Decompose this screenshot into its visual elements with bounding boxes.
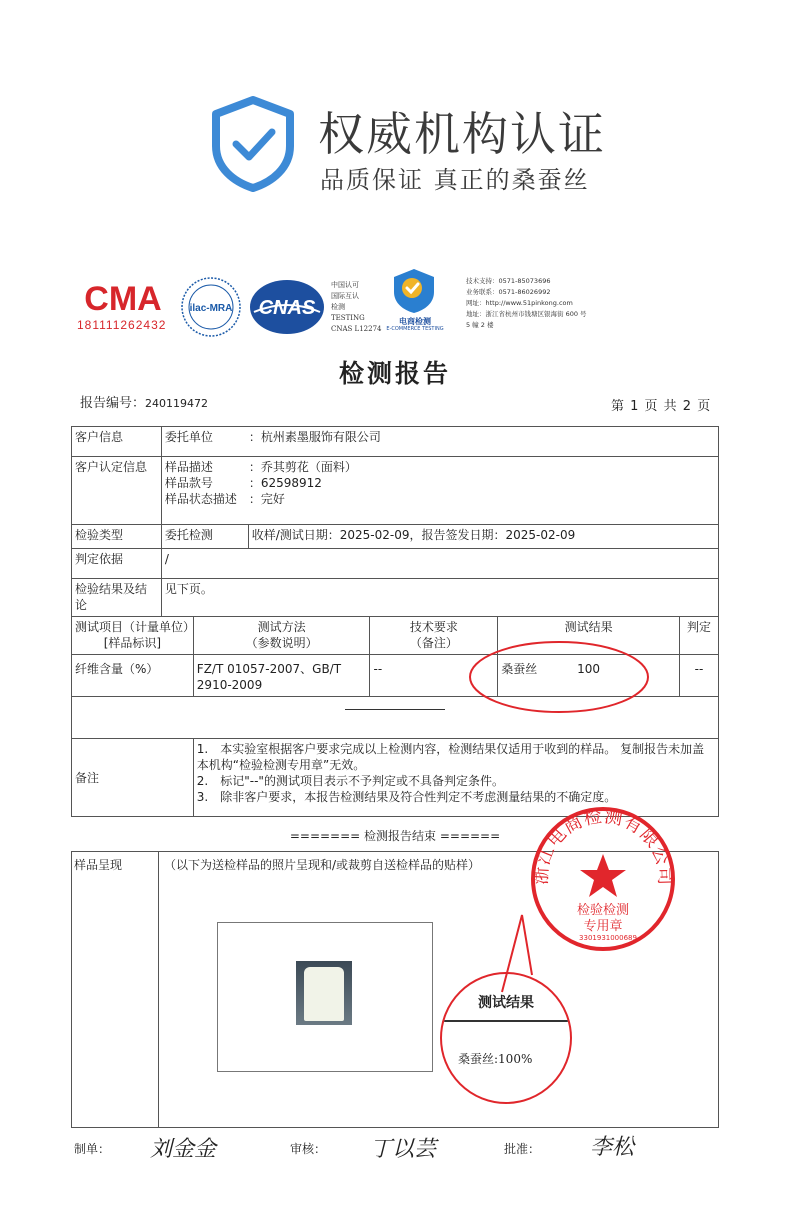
svg-text:CNAS: CNAS — [258, 297, 316, 319]
test-type-label: 检验类型 — [72, 525, 162, 549]
entrust-unit-label: 委托单位 — [164, 430, 213, 444]
ecommerce-label: 电商检测 — [399, 317, 431, 326]
row-result-value: 100 — [577, 662, 600, 676]
cma-code: 181111262432 — [77, 318, 167, 332]
test-type: 委托检测 — [161, 525, 248, 549]
contact-line: 业务联系：0571-86026992 — [466, 288, 551, 296]
cma-logo-text: CMA — [84, 280, 162, 318]
report-number-value: 240119472 — [145, 397, 209, 410]
report-title: 检测报告 — [338, 359, 451, 388]
basis: / — [161, 549, 718, 579]
sample-no-label: 样品款号 — [164, 476, 213, 490]
cnas-line: 国际互认 — [331, 292, 359, 300]
report-number-label: 报告编号： — [80, 396, 146, 411]
row-result-name: 桑蚕丝 — [501, 662, 538, 676]
conclusion: 见下页。 — [161, 579, 718, 617]
header-req-sub: （备注） — [409, 636, 458, 650]
company-seal — [528, 804, 678, 958]
svg-text:ilac-MRA: ilac-MRA — [189, 303, 233, 314]
cnas-line: CNAS L12274 — [331, 325, 382, 333]
basis-label: 判定依据 — [72, 549, 162, 579]
sample-desc: ：乔其剪花（面料） — [248, 460, 357, 474]
header-item-text: 测试项目（计量单位） — [75, 620, 196, 634]
callout-value: 桑蚕丝:100% — [458, 1052, 533, 1066]
seal-text-1: 检验检测 — [576, 903, 629, 918]
remark-label: 备注 — [72, 739, 194, 817]
row-method: FZ/T 01057-2007、GB/T 2910-2009 — [193, 655, 370, 697]
client-identified-label: 客户认定信息 — [72, 457, 162, 525]
end-mark: ======= 检测报告结束 ====== — [289, 829, 501, 843]
row-req: -- — [370, 655, 498, 697]
contact-line: 网址：http://www.51pinkong.com — [466, 299, 573, 307]
sample-label: 样品呈现 — [74, 858, 123, 872]
maker-signature: 刘金金 — [150, 1137, 217, 1162]
sample-state-label: 样品状态描述 — [164, 492, 237, 506]
cnas-line: 中国认可 — [331, 281, 359, 289]
entrust-unit: ：杭州素墨服饰有限公司 — [248, 430, 381, 444]
sample-desc-label: 样品描述 — [164, 460, 213, 474]
reviewer-label: 审核： — [290, 1142, 327, 1156]
approver-signature: 李松 — [590, 1135, 635, 1160]
contact-line: 5 幢 2 楼 — [466, 321, 494, 329]
seal-code: 3301931000689 — [579, 934, 637, 942]
client-info-label: 客户信息 — [72, 427, 162, 457]
ecommerce-sub: E-COMMERCE TESTING — [386, 326, 444, 332]
header-result: 测试结果 — [498, 617, 680, 655]
row-item: 纤维含量（%） — [72, 655, 194, 697]
header-method-sub: （参数说明） — [245, 636, 318, 650]
remark-item: 3. 除非客户要求，本报告检测结果及符合性判定不考虑测量结果的不确定度。 — [196, 790, 617, 804]
row-judge: -- — [679, 655, 718, 697]
sample-caption: （以下为送检样品的照片呈现和/或裁剪自送检样品的贴样） — [164, 858, 481, 872]
cnas-line: 检测 — [331, 303, 345, 311]
svg-text:浙江电商检测有限公司: 浙江电商检测有限公司 — [530, 805, 676, 887]
seal-center-text — [570, 903, 636, 935]
contact-line: 地址：浙江省杭州市钱塘区银海街 600 号 — [466, 310, 587, 318]
contact-line: 技术支持：0571-85073696 — [466, 277, 551, 285]
header-judge: 判定 — [679, 617, 718, 655]
dates: 收样/测试日期：2025-02-09，报告签发日期：2025-02-09 — [248, 525, 718, 549]
approver-label: 批准： — [504, 1142, 541, 1156]
callout-title: 测试结果 — [478, 995, 534, 1011]
banner-title: 权威机构认证 — [318, 107, 606, 161]
page-info: 第 1 页 共 2 页 — [611, 399, 712, 414]
sample-no: ：62598912 — [248, 476, 322, 490]
remark-item: 2. 标记"--"的测试项目表示不予判定或不具备判定条件。 — [196, 774, 504, 788]
header-req-text: 技术要求 — [409, 620, 458, 634]
banner-subtitle: 品质保证 真正的桑蚕丝 — [320, 166, 590, 194]
header-item-sub: [样品标识] — [103, 636, 162, 650]
reviewer-signature: 丁以芸 — [370, 1137, 437, 1162]
cnas-line: TESTING — [331, 314, 365, 322]
seal-text-2: 专用章 — [583, 919, 623, 934]
maker-label: 制单： — [74, 1142, 111, 1156]
sample-state: ：完好 — [248, 492, 285, 506]
result-highlight-circle — [470, 642, 648, 712]
conclusion-label: 检验结果及结论 — [72, 579, 162, 617]
header-method-text: 测试方法 — [257, 620, 306, 634]
remark-item: 1. 本实验室根据客户要求完成以上检测内容，检测结果仅适用于收到的样品。 复制报告未加盖本机构“检验检测专用章”无效。 — [196, 742, 705, 772]
